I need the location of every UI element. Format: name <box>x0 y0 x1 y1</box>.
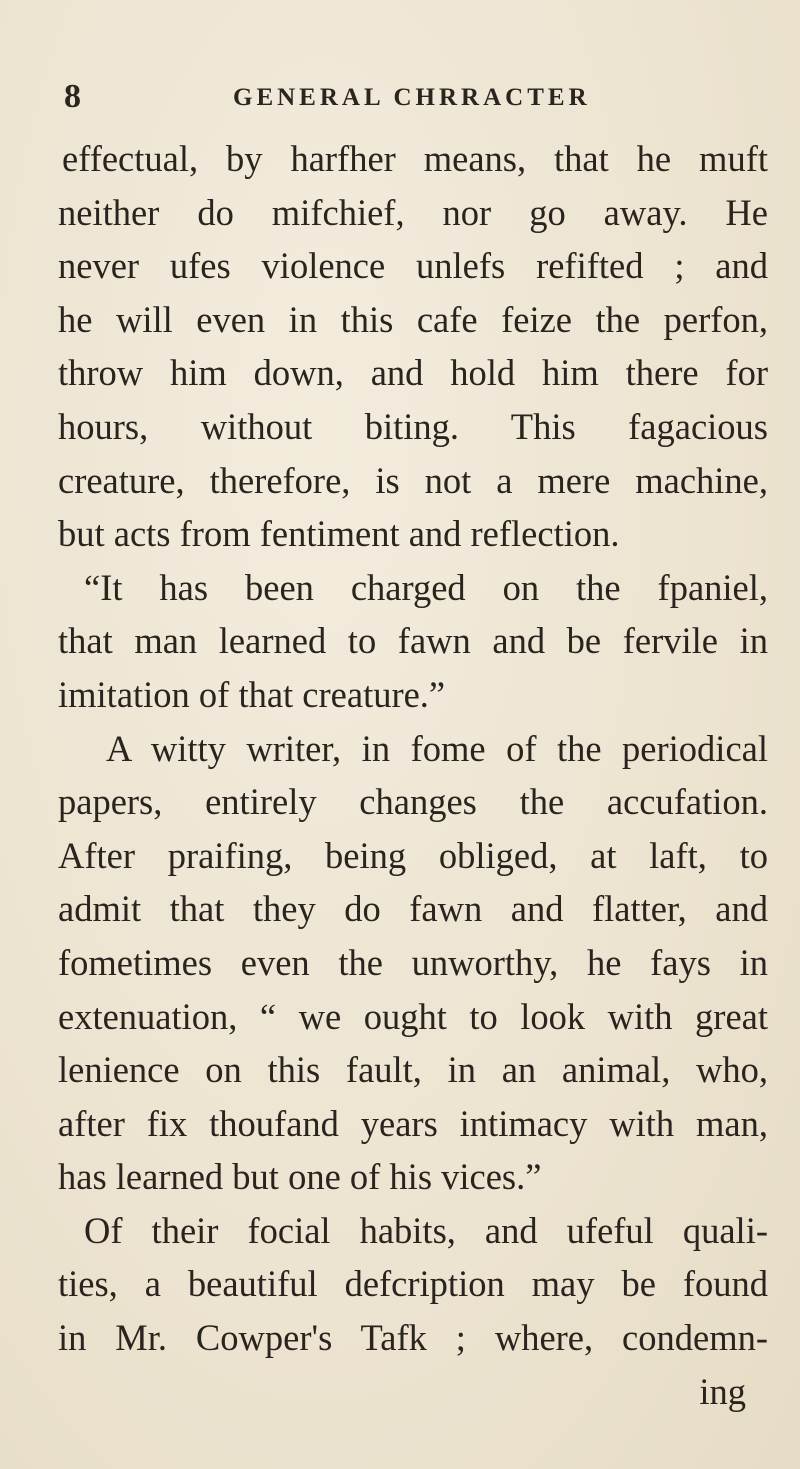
text-line: but acts from fentiment and reflection. <box>58 513 620 555</box>
text-line: ties, a beautiful defcription may be found <box>58 1263 768 1305</box>
text-line: has learned but one of his vices.” <box>58 1156 542 1198</box>
text-line: he will even in this cafe feize the perfon, <box>58 298 768 340</box>
text-line: in Mr. Cowper's Tafk ; where, condemn- <box>58 1317 768 1359</box>
text-line: effectual, by harfher means, that he muft <box>62 138 768 179</box>
text-line: throw him down, and hold him there for <box>58 352 768 394</box>
text-line: lenience on this fault, in an animal, who, <box>58 1049 768 1091</box>
text-line: fometimes even the unworthy, he fays in <box>58 941 768 983</box>
running-head <box>58 78 758 122</box>
running-title: GENERAL CHRRACTER <box>233 84 591 111</box>
text-line: After praifing, being obliged, at laft, to <box>58 834 768 876</box>
text-line: Of their focial habits, and ufeful quali- <box>84 1209 768 1251</box>
text-line: that man learned to fawn and be fervile in <box>58 620 768 662</box>
text-line: neither do mifchief, nor go away. He <box>58 191 768 233</box>
text-line: admit that they do fawn and flatter, and <box>58 888 768 930</box>
page-number: 8 <box>64 78 82 115</box>
body-text <box>58 132 768 1418</box>
text-line: creature, therefore, is not a mere machine, <box>58 459 768 501</box>
text-line: “It has been charged on the fpaniel, <box>84 566 768 608</box>
text-line: imitation of that creature.” <box>58 673 446 715</box>
text-line: hours, without biting. This fagacious <box>58 405 768 447</box>
text-line: A witty writer, in fome of the periodical <box>106 727 768 769</box>
catchword: ing <box>699 1370 746 1412</box>
text-line: extenuation, “ we ought to look with great <box>58 995 768 1037</box>
text-line: after fix thoufand years intimacy with man, <box>58 1102 768 1144</box>
text-line: never ufes violence unlefs refifted ; and <box>58 245 768 287</box>
text-line: papers, entirely changes the accufation. <box>58 781 768 823</box>
